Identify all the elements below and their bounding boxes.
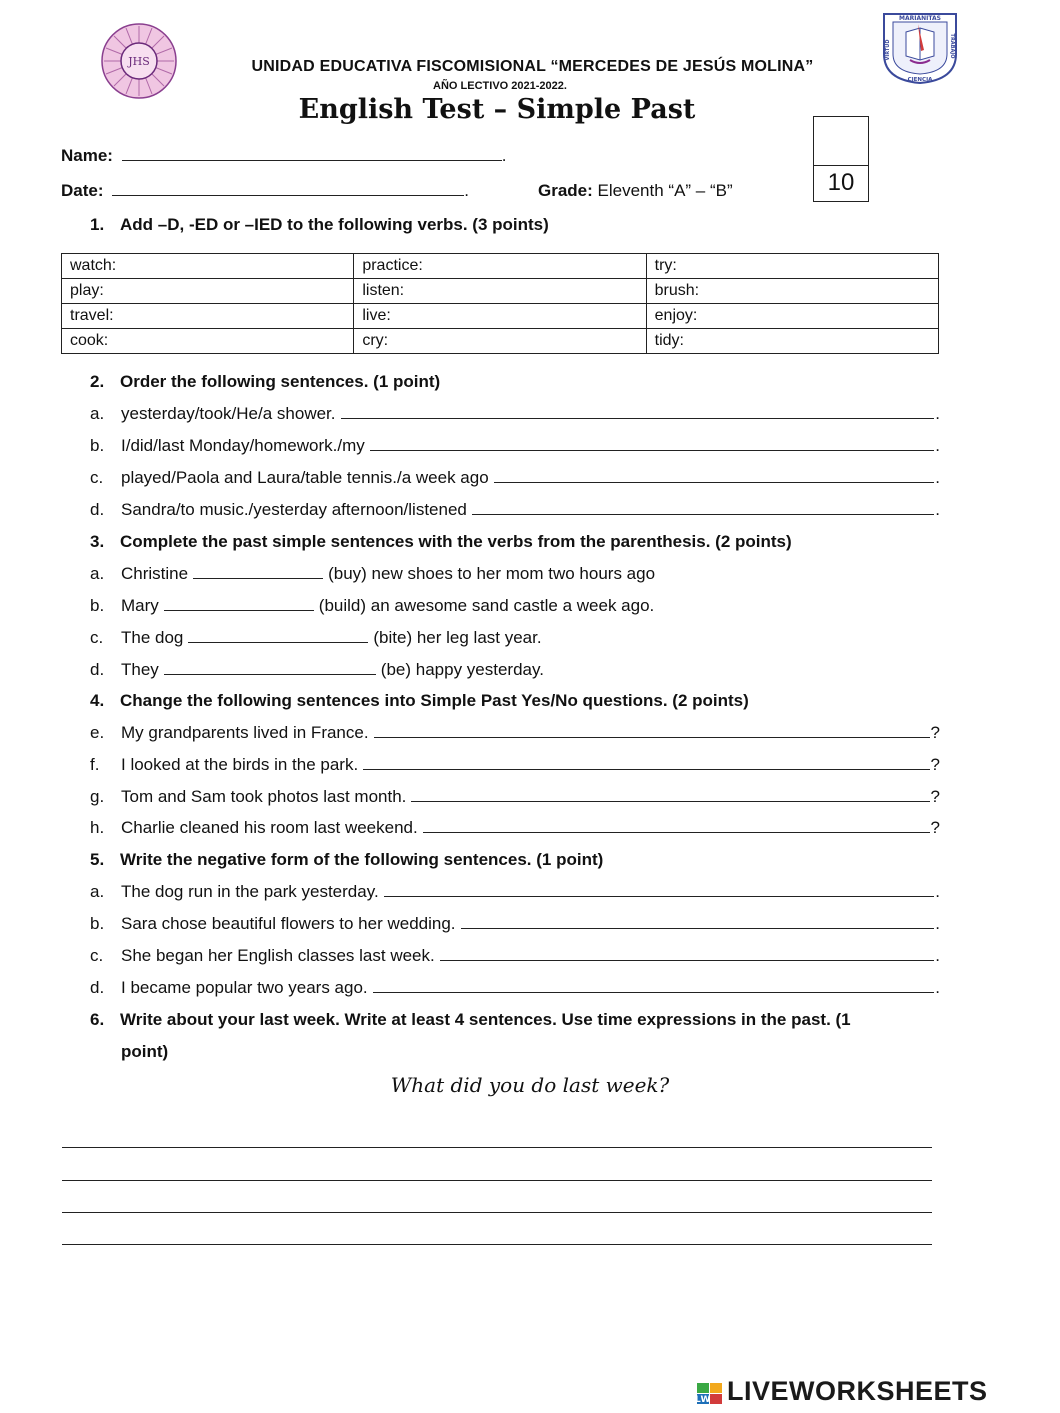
item-text: Charlie cleaned his room last weekend. [121, 818, 418, 837]
answer-blank[interactable] [411, 787, 929, 802]
complete-item [90, 628, 940, 648]
crest-text-top: MARIANITAS [899, 15, 941, 22]
verb-cell[interactable]: enjoy: [646, 304, 938, 329]
order-item [90, 500, 940, 520]
item-text: My grandparents lived in France. [121, 723, 369, 742]
item-letter: a. [90, 882, 105, 901]
verb-cell[interactable]: cry: [354, 329, 646, 354]
negative-item [90, 946, 940, 966]
item-letter: b. [90, 596, 105, 615]
question-item [90, 818, 940, 838]
table-row [62, 304, 939, 329]
item-text: The dog run in the park yesterday. [121, 882, 379, 901]
item-text: played/Paola and Laura/table tennis./a week ago [121, 468, 489, 487]
question-6-continued [121, 1042, 981, 1062]
name-label: Name: [61, 146, 113, 165]
item-letter: d. [90, 978, 105, 997]
question-4-number: 4. [90, 691, 105, 710]
complete-item [90, 564, 940, 584]
item-after: (build) an awesome sand castle a week ago. [318, 596, 655, 615]
name-blank[interactable] [122, 146, 502, 161]
verb-cell[interactable]: play: [62, 279, 354, 304]
verb-cell[interactable]: try: [646, 254, 938, 279]
question-5-number: 5. [90, 850, 105, 869]
writing-prompt: What did you do last week? [390, 1073, 670, 1097]
seal-monogram: JHS [128, 55, 150, 68]
item-text: Sara chose beautiful flowers to her wedding. [121, 914, 456, 933]
answer-blank[interactable] [374, 723, 930, 738]
item-end: . [935, 914, 940, 933]
question-6-text-line1: Write about your last week. Write at least 4 sentences. Use time expressions in the past. (1 [120, 1010, 851, 1029]
question-6 [90, 1010, 950, 1030]
item-letter: f. [90, 755, 100, 774]
verb-cell[interactable]: practice: [354, 254, 646, 279]
brand-text: LIVEWORKSHEETS [727, 1376, 988, 1406]
question-6-number: 6. [90, 1010, 105, 1029]
item-text: I/did/last Monday/homework./my [121, 436, 365, 455]
verb-cell[interactable]: watch: [62, 254, 354, 279]
grade-label: Grade: [538, 181, 593, 200]
verb-cell[interactable]: brush: [646, 279, 938, 304]
writing-line[interactable] [62, 1244, 932, 1245]
school-name: UNIDAD EDUCATIVA FISCOMISIONAL “MERCEDES DE JESÚS MOLINA” [251, 58, 814, 75]
logo-letter-l: LW [695, 1394, 711, 1405]
liveworksheets-brand [697, 1376, 988, 1407]
item-letter: b. [90, 436, 105, 455]
question-1 [90, 215, 950, 235]
date-label: Date: [61, 181, 104, 200]
name-field[interactable] [61, 146, 506, 166]
item-end: . [935, 946, 940, 965]
item-end: . [935, 500, 940, 519]
date-end: . [464, 181, 469, 200]
item-letter: a. [90, 564, 105, 583]
page-title: English Test – Simple Past [298, 94, 696, 125]
item-letter: h. [90, 818, 105, 837]
answer-blank[interactable] [363, 755, 929, 770]
table-row [62, 279, 939, 304]
item-after: (bite) her leg last year. [373, 628, 542, 647]
question-item [90, 787, 940, 807]
answer-blank[interactable] [472, 500, 934, 515]
question-5-text: Write the negative form of the following sentences. (1 point) [120, 850, 604, 869]
item-end: ? [930, 723, 940, 742]
item-before: Mary [121, 596, 159, 615]
question-item [90, 723, 940, 743]
item-letter: c. [90, 628, 104, 647]
liveworksheets-logo-icon [697, 1381, 723, 1403]
negative-item [90, 914, 940, 934]
verb-cell[interactable]: live: [354, 304, 646, 329]
order-item [90, 404, 940, 424]
answer-blank[interactable] [461, 914, 935, 929]
answer-blank[interactable] [373, 978, 935, 993]
answer-blank[interactable] [164, 596, 314, 611]
item-end: ? [930, 755, 940, 774]
answer-blank[interactable] [440, 946, 935, 961]
writing-line[interactable] [62, 1212, 932, 1213]
item-text: yesterday/took/He/a shower. [121, 404, 336, 423]
table-row [62, 254, 939, 279]
item-letter: b. [90, 914, 105, 933]
question-2 [90, 372, 950, 392]
answer-blank[interactable] [370, 436, 935, 451]
school-year: AÑO LECTIVO 2021-2022. [433, 80, 567, 92]
question-3-number: 3. [90, 532, 105, 551]
question-5 [90, 850, 950, 870]
score-divider [814, 165, 868, 166]
answer-blank[interactable] [193, 564, 323, 579]
item-end: . [935, 436, 940, 455]
item-letter: c. [90, 946, 104, 965]
verb-cell[interactable]: tidy: [646, 329, 938, 354]
negative-item [90, 978, 940, 998]
item-text: Sandra/to music./yesterday afternoon/listened [121, 500, 467, 519]
answer-blank[interactable] [384, 882, 935, 897]
question-1-text: Add –D, -ED or –IED to the following verbs. (3 points) [120, 215, 549, 234]
verb-cell[interactable]: listen: [354, 279, 646, 304]
crest-text-bottom: CIENCIA [907, 77, 933, 83]
item-text: She began her English classes last week. [121, 946, 435, 965]
verb-cell[interactable]: travel: [62, 304, 354, 329]
date-blank[interactable] [112, 181, 464, 196]
item-letter: e. [90, 723, 105, 742]
item-end: . [935, 468, 940, 487]
answer-blank[interactable] [423, 818, 930, 833]
question-4-text: Change the following sentences into Simple Past Yes/No questions. (2 points) [120, 691, 749, 710]
complete-item [90, 660, 940, 680]
score-total: 10 [827, 169, 855, 196]
answer-blank[interactable] [341, 404, 935, 419]
verb-cell[interactable]: cook: [62, 329, 354, 354]
question-1-number: 1. [90, 215, 105, 234]
item-end: ? [930, 818, 940, 837]
score-box [813, 116, 869, 202]
writing-line[interactable] [62, 1180, 932, 1181]
verbs-table [61, 253, 939, 354]
item-letter: d. [90, 660, 105, 679]
question-3-text: Complete the past simple sentences with the verbs from the parenthesis. (2 points) [120, 532, 792, 551]
item-after: (buy) new shoes to her mom two hours ago [328, 564, 656, 583]
name-end: . [501, 146, 507, 165]
item-before: They [121, 660, 159, 679]
item-after: (be) happy yesterday. [380, 660, 544, 679]
order-item [90, 436, 940, 456]
complete-item [90, 596, 940, 616]
item-text: I looked at the birds in the park. [121, 755, 359, 774]
item-end: . [935, 404, 940, 423]
item-letter: a. [90, 404, 105, 423]
item-letter: c. [90, 468, 104, 487]
writing-line[interactable] [62, 1147, 932, 1148]
question-2-number: 2. [90, 372, 105, 391]
item-before: Christine [121, 564, 189, 583]
item-text: I became popular two years ago. [121, 978, 368, 997]
answer-blank[interactable] [494, 468, 935, 483]
crest-text-right: TRABAJO [949, 33, 955, 59]
item-letter: g. [90, 787, 105, 806]
item-letter: d. [90, 500, 105, 519]
item-end: ? [930, 787, 940, 806]
item-end: . [935, 882, 940, 901]
item-before: The dog [121, 628, 184, 647]
item-text: Tom and Sam took photos last month. [121, 787, 407, 806]
grade-value: Eleventh “A” – “B” [597, 181, 733, 200]
answer-blank[interactable] [188, 628, 368, 643]
grade-field [538, 181, 733, 201]
question-3 [90, 532, 950, 552]
negative-item [90, 882, 940, 902]
order-item [90, 468, 940, 488]
crest-text-left: VIRTUD [885, 39, 891, 61]
item-end: . [935, 978, 940, 997]
table-row [62, 329, 939, 354]
question-2-text: Order the following sentences. (1 point) [120, 372, 441, 391]
question-item [90, 755, 940, 775]
date-field[interactable] [61, 181, 469, 201]
answer-blank[interactable] [164, 660, 376, 675]
question-6-text-line2: point) [121, 1042, 169, 1061]
question-4 [90, 691, 950, 711]
